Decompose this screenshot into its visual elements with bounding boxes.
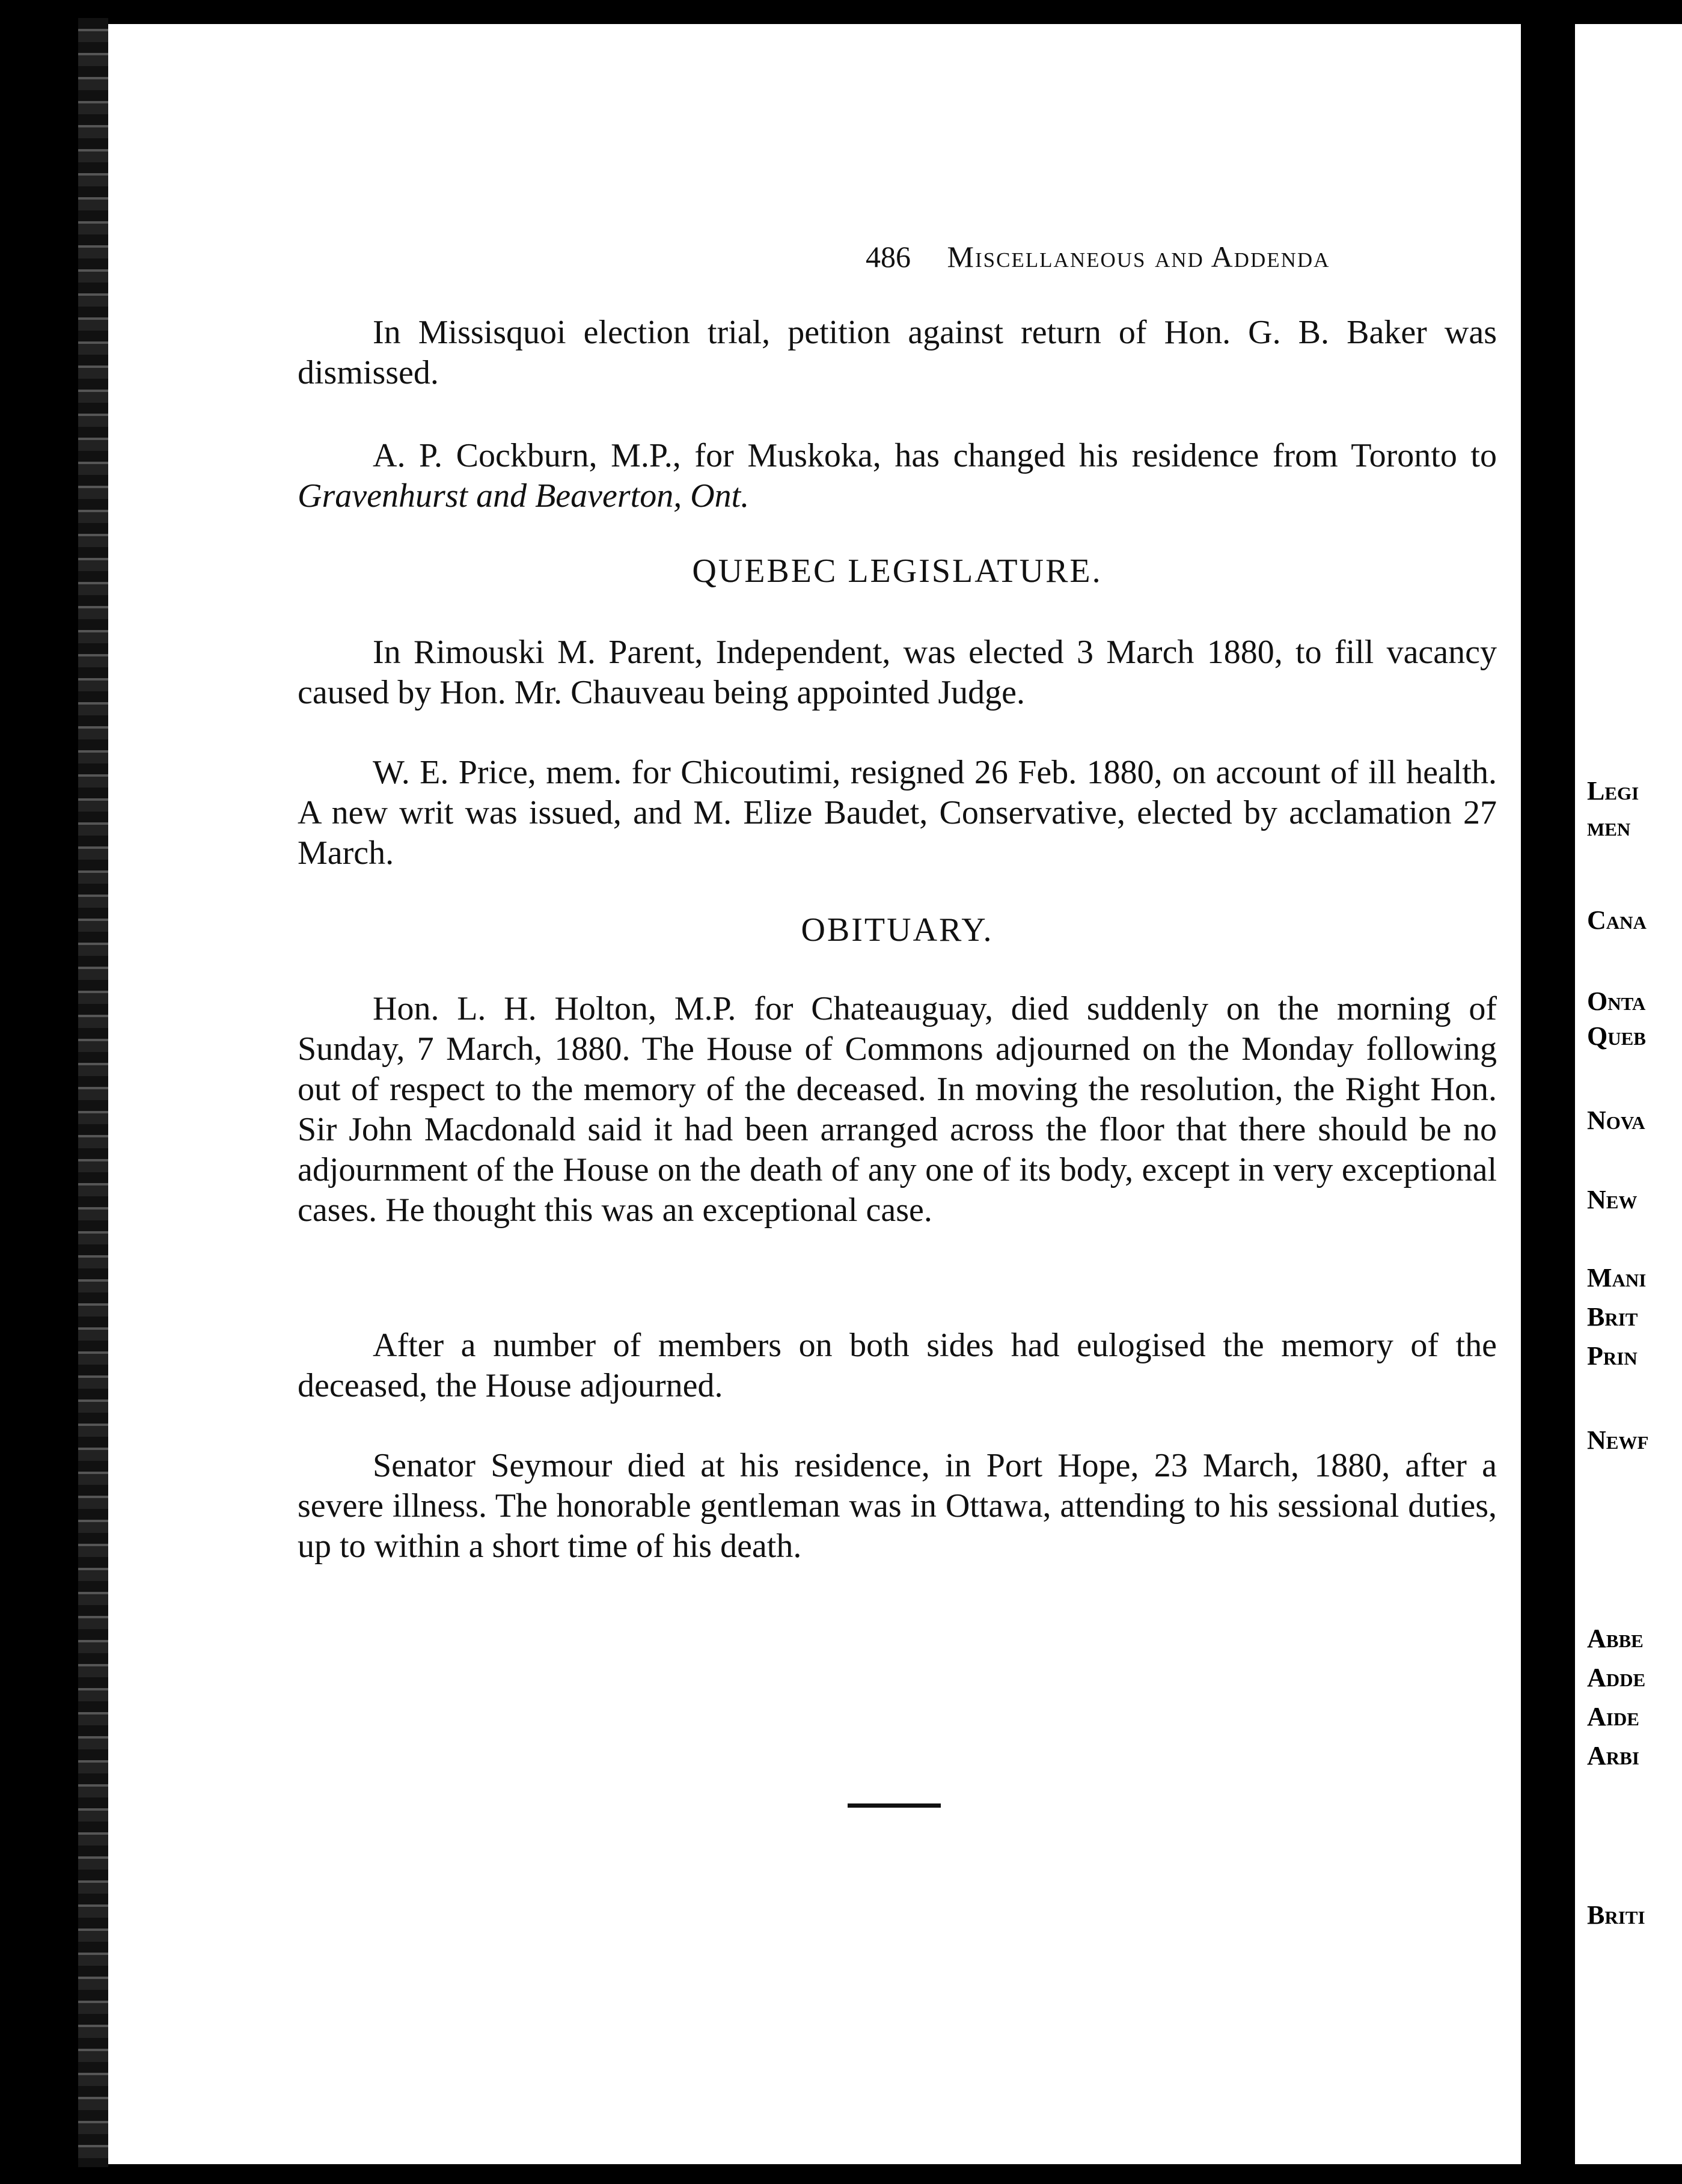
heading-quebec-legislature: QUEBEC LEGISLATURE. <box>692 552 1102 590</box>
paragraph-text: Hon. L. H. Holton, M.P. for Chateauguay, died suddenly on the morning of Sunday, 7 March, 1880. The House of Commons adjourned on the Monday following out of respect to the memory of the deceased. In moving the resolution, the Right Hon. Sir John Macdonald said it had been arranged across the floor that there should be no adjournment of the House on the death of any one of its body, except in very exceptional cases. He thought this was an exceptional case. <box>298 990 1497 1229</box>
paragraph-text: W. E. Price, mem. for Chicoutimi, resigned 26 Feb. 1880, on account of ill health. A new writ was issued, and M. Elize Baudet, Conservative, elected by acclamation 27 March. <box>298 754 1497 872</box>
facing-index-entry: Onta <box>1587 986 1646 1016</box>
paragraph-cockburn <box>298 436 1497 516</box>
facing-index-entry: Briti <box>1587 1900 1645 1930</box>
paragraph-rimouski <box>298 632 1497 713</box>
facing-index-entry: Arbi <box>1587 1741 1639 1770</box>
running-head <box>866 239 1330 274</box>
facing-index-entry: Legi <box>1587 776 1639 806</box>
facing-index-entry: Mani <box>1587 1263 1647 1292</box>
facing-index-entry: Queb <box>1587 1021 1646 1051</box>
facing-index-entry: Cana <box>1587 905 1647 935</box>
facing-index-entry: New <box>1587 1185 1638 1214</box>
heading-obituary: OBITUARY. <box>801 911 994 949</box>
running-title: Miscellaneous and Addenda <box>947 240 1330 274</box>
paragraph-text-part: A. P. Cockburn, M.P., for Muskoka, has changed his residence from Toronto to <box>373 437 1497 474</box>
facing-index-entry: Aide <box>1587 1702 1639 1731</box>
binding-edge <box>78 18 108 2167</box>
facing-index-entry: men <box>1587 812 1631 842</box>
facing-index-entry: Abbe <box>1587 1624 1644 1653</box>
paragraph-text <box>298 436 1497 516</box>
page-number: 486 <box>866 240 911 274</box>
paragraph-adjourned <box>298 1326 1497 1406</box>
paragraph-text: In Rimouski M. Parent, Independent, was elected 3 March 1880, to fill vacancy caused by Hon. Mr. Chauveau being appointed Judge. <box>298 634 1497 711</box>
paragraph-text: After a number of members on both sides had eulogised the memory of the deceased, the House adjourned. <box>298 1327 1497 1404</box>
paragraph-text: In Missisquoi election trial, petition against return of Hon. G. B. Baker was dismissed. <box>298 314 1497 391</box>
paragraph-seymour <box>298 1446 1497 1567</box>
paragraph-holton <box>298 989 1497 1231</box>
facing-index-entry: Nova <box>1587 1106 1645 1135</box>
paragraph-text: Senator Seymour died at his residence, in Port Hope, 23 March, 1880, after a severe illness. The honorable gentleman was in Ottawa, attending to his sessional duties, up to within a short time of his death. <box>298 1447 1497 1565</box>
paragraph-price <box>298 753 1497 873</box>
end-rule <box>848 1803 941 1808</box>
paragraph-missisquoi <box>298 313 1497 393</box>
facing-index-entry: Adde <box>1587 1663 1646 1692</box>
facing-page <box>1575 24 1682 2164</box>
facing-index-entry: Newf <box>1587 1425 1649 1455</box>
facing-index-entry: Brit <box>1587 1302 1638 1332</box>
facing-index-entry: Prin <box>1587 1341 1638 1371</box>
paragraph-italic-place: Gravenhurst and Beaverton, Ont. <box>298 477 750 515</box>
